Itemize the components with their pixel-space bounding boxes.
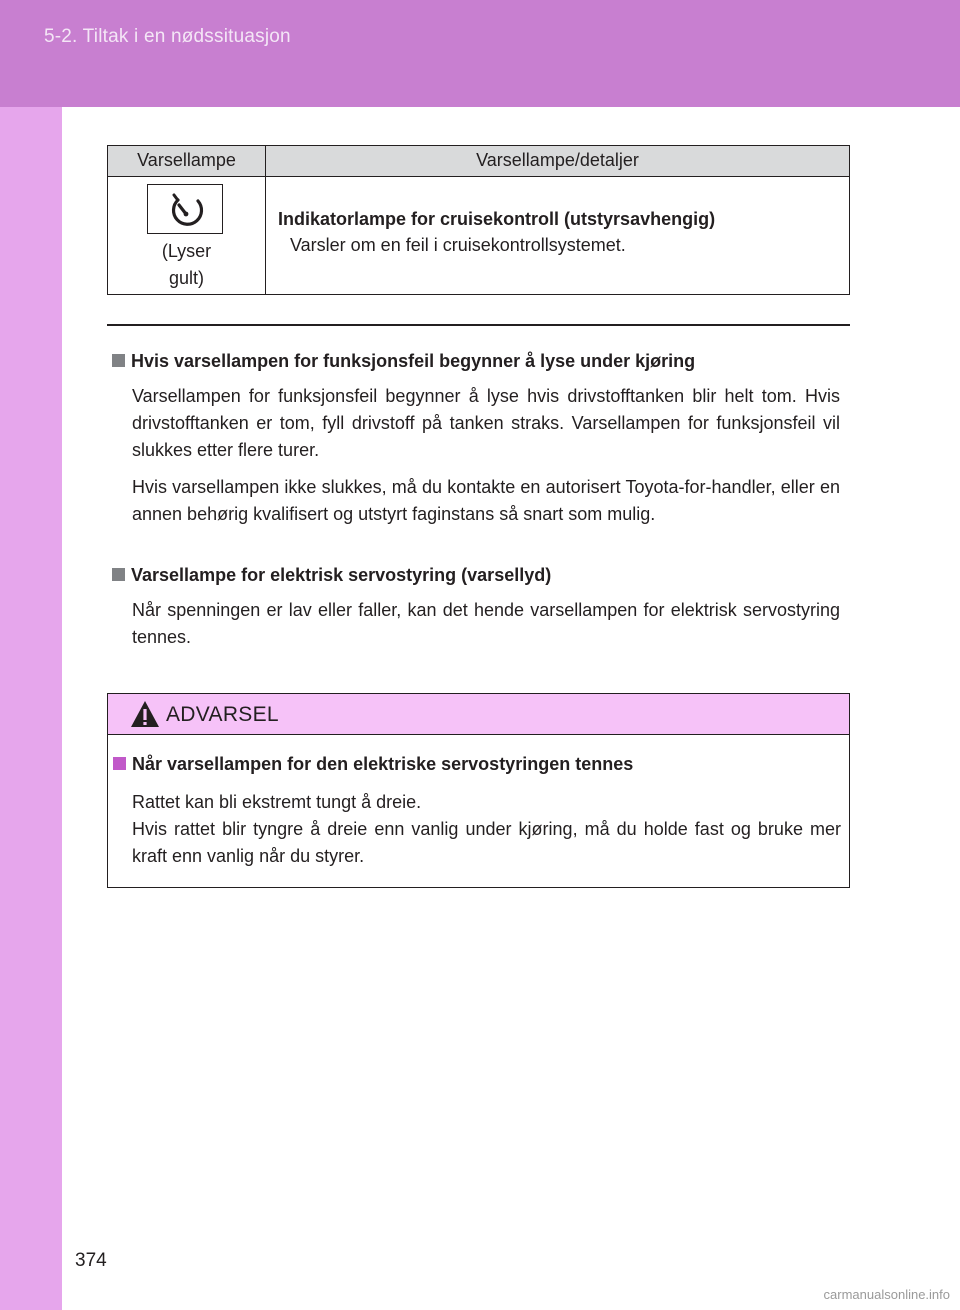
- lamp-color-text: (Lyser gult): [161, 241, 212, 288]
- lamp-table: [107, 145, 850, 295]
- paragraph: Varsellampen for funksjonsfeil begynner å lyse hvis drivstofftanken blir helt tom. Hvis drivstofftanken er tom, fyll drivstoff på tanken straks. Varsellampen for funksjonsfeil vil slukkes etter flere turer.: [132, 386, 840, 460]
- warning-heading-text: Når varsellampen for den elektriske servostyringen tennes: [132, 754, 634, 774]
- page-number: 374: [75, 1250, 107, 1271]
- section-title: 5-2. Tiltak i en nødssituasjon: [44, 26, 291, 47]
- section-heading-malfunction: [112, 351, 695, 372]
- warning-box: [107, 693, 850, 888]
- column-divider: [265, 146, 266, 294]
- warning-triangle-icon: [130, 700, 160, 728]
- paragraph: Hvis varsellampen ikke slukkes, må du kontakte en autorisert Toyota-for-handler, eller en annen behørig kvalifisert og utstyrt faginstans så snart som mulig.: [132, 477, 840, 524]
- lamp-table-header: [108, 146, 849, 177]
- warning-heading: [113, 754, 633, 775]
- section-square-icon: [112, 568, 125, 581]
- warning-line: Rattet kan bli ekstremt tungt å dreie.: [132, 792, 422, 812]
- warning-label: ADVARSEL: [166, 703, 279, 726]
- lamp-color-label: [108, 238, 265, 292]
- lamp-detail-title: Indikatorlampe for cruisekontroll (utstyrsavhengig): [278, 209, 716, 229]
- cruise-control-icon: [166, 190, 206, 230]
- section-heading-text: Hvis varsellampen for funksjonsfeil begynner å lyse under kjøring: [131, 351, 696, 371]
- section-divider: [107, 324, 850, 326]
- footer-watermark: carmanualsonline.info: [823, 1287, 950, 1302]
- section-heading-text: Varsellampe for elektrisk servostyring (varsellyd): [131, 565, 552, 585]
- table-header-lamp: Varsellampe: [137, 150, 236, 170]
- side-band: [0, 107, 62, 1310]
- header-band: [0, 0, 960, 107]
- paragraph: Når spenningen er lav eller faller, kan det hende varsellampen for elektrisk servostyring tennes.: [132, 600, 840, 647]
- section-square-icon: [112, 354, 125, 367]
- section-heading-power-steering: [112, 565, 551, 586]
- warning-square-icon: [113, 757, 126, 770]
- table-header-details: Varsellampe/detaljer: [476, 150, 639, 170]
- lamp-icon-box: [147, 184, 223, 234]
- warning-header: [108, 694, 849, 735]
- warning-line: Hvis rattet blir tyngre å dreie enn vanlig under kjøring, må du holde fast og bruke mer kraft enn vanlig når du styrer.: [132, 819, 841, 866]
- lamp-detail-description: Varsler om en feil i cruisekontrollsystemet.: [290, 235, 626, 255]
